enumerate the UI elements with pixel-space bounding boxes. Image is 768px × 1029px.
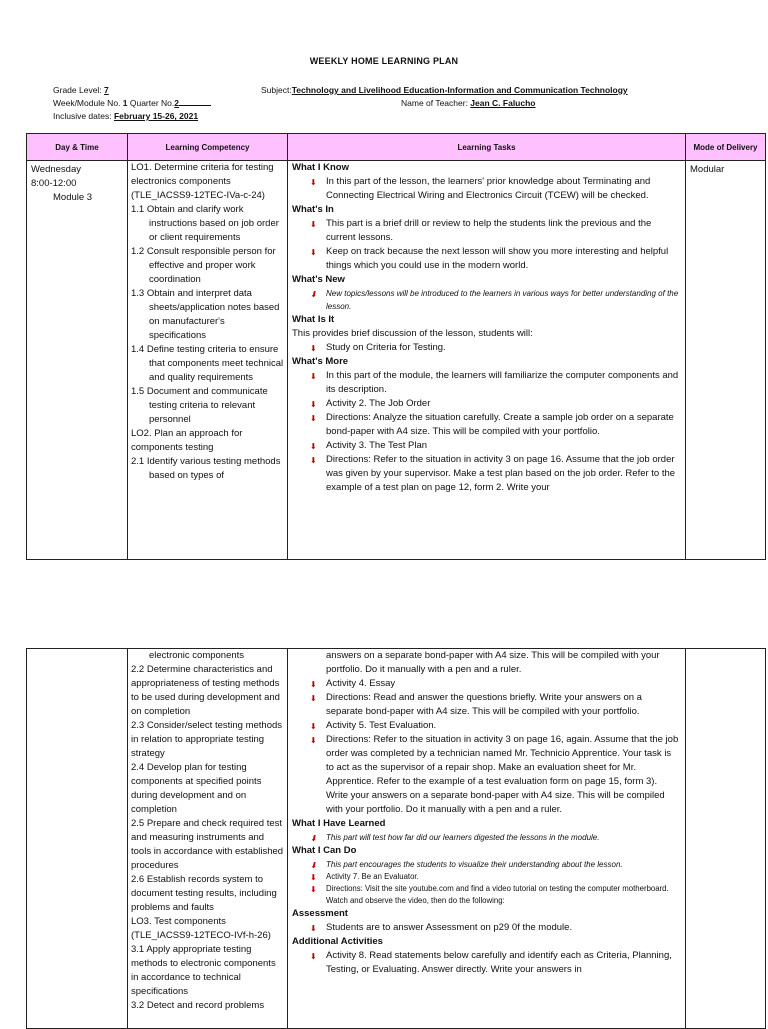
arrow-bullet-icon: ⬇ <box>310 290 317 299</box>
subject-label: Subject: <box>261 85 292 95</box>
arrow-bullet-icon: ⬇ <box>310 442 317 451</box>
learning-tasks-cell <box>288 161 685 555</box>
competency-item: LO1. Determine criteria for testing electronics components (TLE_IACSS9-12TEC-IVa-c-24) <box>131 162 274 201</box>
arrow-bullet-icon: ⬇ <box>310 885 317 894</box>
arrow-bullet-icon: ⬇ <box>310 344 317 353</box>
competency-item: 1.4 Define testing criteria to ensure that components meet technical and quality requirements <box>131 344 284 383</box>
mode-cell: Modular <box>690 164 725 175</box>
arrow-bullet-icon: ⬇ <box>310 178 317 187</box>
arrow-bullet-icon: ⬇ <box>310 736 317 745</box>
learning-plan-table-page-2 <box>26 648 766 1029</box>
day-time-cell <box>27 161 127 559</box>
task-bullet: ⬇ Directions: Visit the site youtube.com and find a video tutorial on testing the computer motherboard. Watch and observe the video, then do the following: <box>310 884 669 905</box>
arrow-bullet-icon: ⬇ <box>310 924 317 933</box>
task-bullet: ⬇ Directions: Refer to the situation in activity 3 on page 16. Assume that the job order was given by your supervisor. Make a test plan based on the job order. Refer to the example of a test plan on page 12, form 2. Write your <box>310 454 676 493</box>
arrow-bullet-icon: ⬇ <box>310 861 317 870</box>
arrow-bullet-icon: ⬇ <box>310 220 317 229</box>
competency-item: electronic components <box>149 650 245 661</box>
task-bullet: ⬇ Activity 7. Be an Evaluator. <box>310 872 419 882</box>
grade-level <box>53 84 109 97</box>
task-bullet: ⬇ New topics/lessons will be introduced to the learners in various ways for better understanding of the lesson. <box>310 289 679 311</box>
grade-value: 7 <box>104 85 109 95</box>
document-title: WEEKLY HOME LEARNING PLAN <box>309 56 459 66</box>
arrow-bullet-icon: ⬇ <box>310 400 317 409</box>
learning-tasks-cell-continued <box>288 649 685 1024</box>
section-what-is-it: What Is It <box>292 314 335 325</box>
arrow-bullet-icon: ⬇ <box>310 456 317 465</box>
arrow-bullet-icon: ⬇ <box>310 834 317 843</box>
section-what-i-have-learned: What I Have Learned <box>292 818 386 829</box>
teacher-label: Name of Teacher: <box>401 98 471 108</box>
grade-label: Grade Level: <box>53 85 105 95</box>
task-bullet: ⬇ Students are to answer Assessment on p29 0f the module. <box>292 921 681 935</box>
arrow-bullet-icon: ⬇ <box>310 873 317 882</box>
task-bullet: ⬇ Directions: Refer to the situation in activity 3 on page 16, again. Assume that the job order was completed by a technician named Mr. Technicio Apprentice. Your task is to act as the supervisor of a repair shop. Make an evaluation sheet for Mr. Apprentice. Refer to the example of a test evaluation form on page 15, form 3). Write your answers on a separate bond-paper with A4 size. This will be compiled with your portfolio. Do it manually with a pen and a ruler. <box>310 734 679 815</box>
task-bullet: ⬇ This part is a brief drill or review to help the students link the previous and the current lessons. <box>310 218 652 243</box>
col-header-tasks: Learning Tasks <box>288 134 686 161</box>
subject-value: Technology and Livelihood Education-Information and Communication Technology <box>291 85 628 95</box>
teacher <box>401 97 535 110</box>
competency-item: 1.2 Consult responsible person for effective and proper work coordination <box>131 246 276 285</box>
week-label: Week/Module No. <box>53 98 123 108</box>
section-what-i-know: What I Know <box>292 162 349 173</box>
day-module: Module 3 <box>53 192 93 203</box>
section-whats-in: What's In <box>292 204 334 215</box>
dates-value: February 15-26, 2021 <box>113 111 199 121</box>
competency-item: 2.1 Identify various testing methods based on types of <box>131 456 281 481</box>
competency-item: 2.6 Establish records system to document testing results, including problems and faults <box>131 874 277 913</box>
task-bullet: ⬇ In this part of the lesson, the learners' prior knowledge about Terminating and Connecting Electrical Wiring and Electronics Circuit (TCEW) will be checked. <box>310 176 651 201</box>
competency-item: 3.1 Apply appropriate testing methods to electronic components in accordance to technical specifications <box>131 944 276 997</box>
competency-item: 2.5 Prepare and check required test and measuring instruments and tools in accordance with established procedures <box>131 818 284 871</box>
col-header-mode: Mode of Delivery <box>686 134 766 161</box>
arrow-bullet-icon: ⬇ <box>310 248 317 257</box>
subject <box>261 84 628 97</box>
competency-item: LO3. Test components (TLE_IACSS9-12TECO-IVf-h-26) <box>131 916 271 941</box>
task-bullet: ⬇ Keep on track because the next lesson will show you more interesting and helpful things which you could use in the modern world. <box>310 246 669 271</box>
task-bullet: ⬇ This part encourages the students to visualize their understanding about the lesson. <box>310 860 623 870</box>
arrow-bullet-icon: ⬇ <box>310 372 317 381</box>
task-bullet: ⬇ In this part of the module, the learners will familiarize the computer components and its description. <box>310 370 679 395</box>
section-whats-more: What's More <box>292 356 349 367</box>
teacher-value: Jean C. Falucho <box>470 98 536 108</box>
competency-item: 1.5 Document and communicate testing criteria to relevant personnel <box>131 386 268 425</box>
task-bullet: ⬇ Activity 2. The Job Order <box>292 397 681 411</box>
quarter-value: 2 <box>174 98 180 108</box>
task-bullet: ⬇ This part will test how far did our learners digested the lessons in the module. <box>310 833 600 843</box>
competency-item: 2.4 Develop plan for testing components at specified points during development and on completion <box>131 762 262 815</box>
task-bullet: ⬇ Directions: Read and answer the questions briefly. Write your answers on a separate bond-paper with A4 size. This will be compiled with your portfolio. <box>310 692 642 717</box>
quarter-label: Quarter No. <box>127 98 175 108</box>
task-bullet: ⬇ Activity 4. Essay <box>292 677 681 691</box>
week-value: 1 <box>122 98 128 108</box>
section-what-i-can-do: What I Can Do <box>292 845 357 856</box>
col-header-day-time: Day & Time <box>27 134 128 161</box>
arrow-bullet-icon: ⬇ <box>310 952 317 961</box>
task-bullet: ⬇ Directions: Analyze the situation carefully. Create a sample job order on a separate bond-paper with A4 size. This will be compiled with your portfolio. <box>310 412 674 437</box>
section-whats-new: What's New <box>292 274 345 285</box>
day-time: 8:00-12:00 <box>31 178 77 189</box>
task-bullet: ⬇ Study on Criteria for Testing. <box>292 341 681 355</box>
col-header-competency: Learning Competency <box>128 134 288 161</box>
task-bullet: ⬇ Activity 3. The Test Plan <box>292 439 681 453</box>
task-bullet: ⬇ Activity 5. Test Evaluation. <box>292 719 681 733</box>
task-text: answers on a separate bond-paper with A4 size. This will be compiled with your portfolio. Do it manually with a pen and a ruler. <box>326 650 660 675</box>
arrow-bullet-icon: ⬇ <box>310 694 317 703</box>
section-assessment: Assessment <box>292 908 348 919</box>
competency-item: LO2. Plan an approach for components testing <box>131 428 243 453</box>
task-text: This provides brief discussion of the lesson, students will: <box>292 328 533 339</box>
section-additional-activities: Additional Activities <box>292 936 383 947</box>
arrow-bullet-icon: ⬇ <box>310 414 317 423</box>
task-bullet: ⬇ Activity 8. Read statements below carefully and identify each as Criteria, Planning, Testing, or Evaluating. Answer directly. Write your answers in <box>310 950 672 975</box>
arrow-bullet-icon: ⬇ <box>310 680 317 689</box>
dates-label: Inclusive dates: <box>53 111 114 121</box>
day-time-cell-continued <box>27 649 127 1028</box>
inclusive-dates <box>53 110 198 123</box>
competency-item: 1.3 Obtain and interpret data sheets/application notes based on manufacturer's specifications <box>131 288 280 341</box>
competency-cell <box>128 161 287 555</box>
day-weekday: Wednesday <box>31 164 81 175</box>
learning-plan-table-page-1 <box>26 133 766 560</box>
competency-cell-continued <box>128 649 287 1024</box>
competency-item: 2.2 Determine characteristics and appropriateness of testing methods to be used during development and on completion <box>131 664 280 717</box>
mode-cell-continued <box>686 649 765 1028</box>
week-quarter <box>53 97 211 110</box>
competency-item: 2.3 Consider/select testing methods in relation to appropriate testing strategy <box>131 720 283 759</box>
arrow-bullet-icon: ⬇ <box>310 722 317 731</box>
competency-item: 1.1 Obtain and clarify work instructions based on job order or client requirements <box>131 204 279 243</box>
competency-item: 3.2 Detect and record problems <box>131 1000 265 1011</box>
